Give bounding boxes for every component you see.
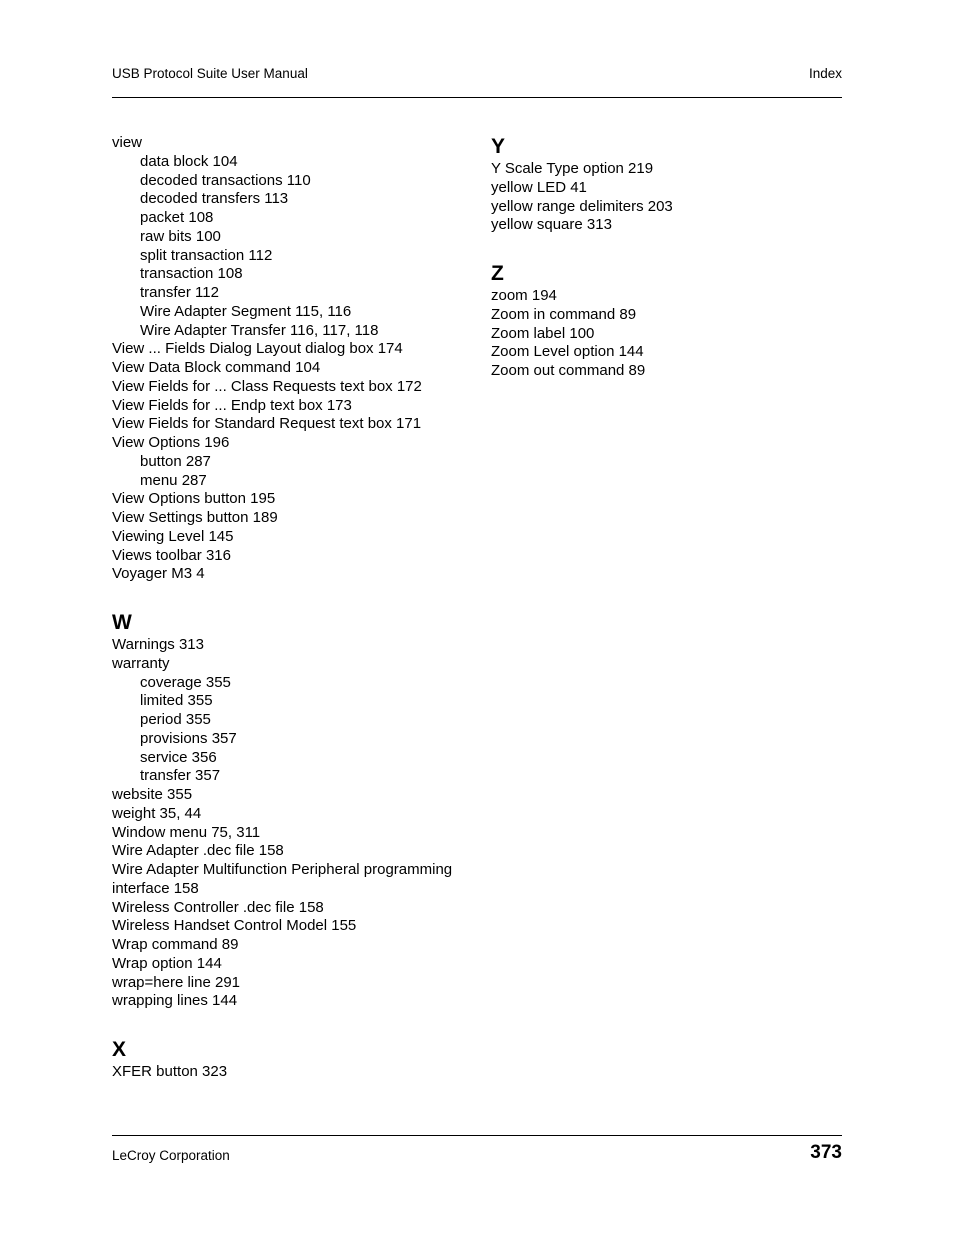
index-entry: weight 35, 44 [112,804,202,822]
header-rule [112,97,842,98]
index-column-right [491,134,841,381]
index-entries-y [491,160,841,235]
index-entry: yellow range delimiters 203 [491,197,673,215]
index-subentry: coverage 355 [140,673,231,691]
index-entry: Zoom label 100 [491,324,595,342]
section-letter-y: Y [491,135,506,158]
section-letter-w: W [112,611,132,634]
index-entry: View Fields for ... Class Requests text box 172 [112,377,422,395]
index-entry: Views toolbar 316 [112,546,231,564]
index-section-z [491,261,841,381]
section-letter-z: Z [491,262,504,285]
index-subentry: Wire Adapter Transfer 116, 117, 118 [140,321,379,339]
index-entry: View Data Block command 104 [112,359,321,376]
index-entries-w [112,636,482,1011]
index-subentry: transaction 108 [140,265,243,283]
section-letter-x: X [112,1038,127,1061]
index-entry: wrapping lines 144 [112,992,238,1010]
index-subentry: raw bits 100 [140,227,221,245]
section-gap [112,584,482,610]
index-entry: XFER button 323 [112,1063,228,1080]
index-subentry: transfer 357 [140,767,221,785]
manual-title: USB Protocol Suite User Manual [112,66,308,81]
section-gap [491,235,841,261]
index-subentry: decoded transfers 113 [140,190,289,208]
index-subentry: transfer 112 [140,284,219,301]
index-entry: Y Scale Type option 219 [491,160,654,177]
company-name: LeCroy Corporation [112,1148,230,1163]
index-subentry: decoded transactions 110 [140,171,311,189]
index-section-y [491,134,841,235]
index-section-v [112,134,482,584]
index-entry: Wireless Handset Control Model 155 [112,917,357,935]
index-entry: Zoom in command 89 [491,305,637,323]
index-entry: Zoom out command 89 [491,362,646,379]
index-entry: zoom 194 [491,287,557,304]
index-entry: view [112,134,143,151]
index-entry: yellow LED 41 [491,178,587,196]
footer-rule [112,1135,842,1136]
index-entry: Wire Adapter .dec file 158 [112,842,284,860]
index-column-left [112,134,482,1082]
index-subentry: limited 355 [140,692,213,710]
index-entry: wrap=here line 291 [112,973,241,991]
index-entry: Warnings 313 [112,636,204,653]
index-subentry: button 287 [140,452,211,470]
index-entry: Wireless Controller .dec file 158 [112,898,324,916]
index-entry: Wrap command 89 [112,936,239,953]
index-entry: View Fields for ... Endp text box 173 [112,396,352,414]
section-title: Index [808,66,842,81]
section-gap [112,1011,482,1037]
index-entry: Window menu 75, 311 [112,823,261,841]
index-section-w [112,610,482,1011]
index-subentry: period 355 [140,711,211,728]
index-entry: View Options button 195 [112,490,276,508]
index-entries-z [491,287,841,381]
index-subentry: Wire Adapter Segment 115, 116 [140,302,352,320]
index-subentry: service 356 [140,748,217,766]
index-entry: View Fields for Standard Request text box 171 [112,415,422,433]
index-entry: Wire Adapter Multifunction Peripheral programming interface 158 [112,861,453,897]
index-subentry: split transaction 112 [140,246,273,264]
index-entry: Voyager M3 4 [112,565,205,583]
index-entry: warranty [112,654,170,672]
index-entry: yellow square 313 [491,216,612,234]
index-entry: Wrap option 144 [112,954,222,972]
index-entry: Zoom Level option 144 [491,343,644,361]
index-subentry: provisions 357 [140,729,237,747]
index-subentry: menu 287 [140,471,207,489]
page-number: 373 [810,1142,842,1163]
index-section-x [112,1037,482,1082]
index-entry: View Settings button 189 [112,509,278,526]
index-subentry: data block 104 [140,152,238,170]
index-entry: Viewing Level 145 [112,527,234,545]
index-entry: View Options 196 [112,434,230,451]
index-entry: website 355 [112,786,193,803]
index-entries-x [112,1063,482,1082]
index-entry: View ... Fields Dialog Layout dialog box 174 [112,340,403,358]
index-subentry: packet 108 [140,209,214,226]
page-header [112,66,842,84]
